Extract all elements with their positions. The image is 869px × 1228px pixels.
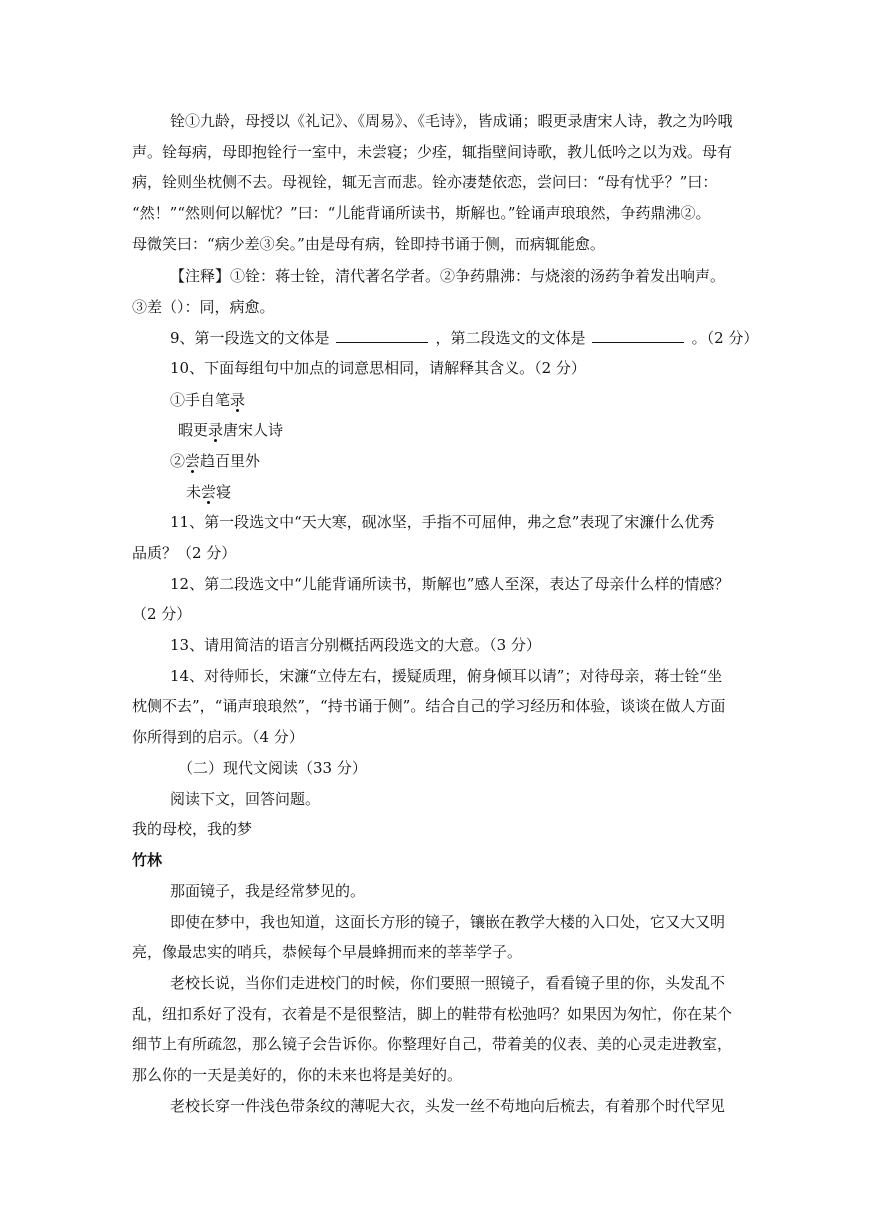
reading-instruction: 阅读下文，回答问题。 (170, 790, 321, 808)
notes-line-2: ③差（）：同，病愈。 (132, 298, 275, 316)
q9-part-b: ，第二段选文的文体是 (435, 329, 586, 347)
q9-part-c: 。（2 分） (691, 329, 759, 347)
q10-item-2a-post: 趋百里外 (200, 452, 261, 470)
article-title: 我的母校，我的梦 (132, 820, 253, 838)
question-14-line-1: 14、对待师长，宋濂“立侍左右，援疑质理，俯身倾耳以请”；对待母亲，蒋士铨“坐 (170, 667, 723, 685)
article-author: 竹林 (132, 851, 163, 869)
classical-line-2: 声。铨每病，母即抱铨行一室中，未尝寝；少痊，辄指壁间诗歌，教儿低吟之以为戏。母有 (132, 143, 733, 161)
q10-item-2b (186, 477, 231, 508)
q10-item-1b-pre: 暇更 (178, 421, 209, 439)
classical-line-5: 母微笑曰：“病少差③矣。”由是母有病，铨即持书诵于侧，而病辄能愈。 (132, 235, 605, 253)
q10-item-2a-pre: ② (170, 452, 186, 470)
classical-line-1: 铨①九龄，母授以《礼记》、《周易》、《毛诗》，皆成诵；暇更录唐宋人诗，教之为吟哦 (170, 112, 733, 130)
q9-blank-1[interactable] (336, 328, 428, 343)
question-11-line-1: 11、第一段选文中“天大寒，砚冰坚，手指不可屈伸，弗之怠”表现了宋濂什么优秀 (170, 513, 715, 531)
q10-item-2a (170, 446, 260, 477)
question-14-line-3: 你所得到的启示。（4 分） (132, 728, 304, 746)
article-line-7: 那么你的一天是美好的，你的未来也将是美好的。 (132, 1066, 463, 1084)
q9-part-a: 9、第一段选文的文体是 (170, 329, 330, 347)
notes-line-1: 【注释】①铨：蒋士铨，清代著名学者。②争药鼎沸：与烧滚的汤药争着发出响声。 (170, 267, 726, 285)
question-11-line-2: 品质？（2 分） (132, 544, 237, 562)
article-line-1: 那面镜子，我是经常梦见的。 (170, 882, 366, 900)
q10-item-1b-post: 唐宋人诗 (223, 421, 284, 439)
q10-item-1b (178, 415, 283, 446)
classical-line-3: 病，铨则坐枕侧不去。母视铨，辄无言而悲。铨亦凄楚依恋，尝问曰：“母有忧乎？”曰： (132, 173, 718, 191)
dotted-word: 录 (230, 391, 246, 409)
question-12-line-2: （2 分） (132, 605, 192, 623)
question-12-line-1: 12、第二段选文中“儿能背诵所读书，斯解也”感人至深，表达了母亲什么样的情感？ (170, 575, 730, 593)
question-14-line-2: 枕侧不去”，“诵声琅琅然”，“持书诵于侧”。结合自己的学习经历和体验，谈谈在做人方面 (132, 697, 726, 715)
dotted-word: 尝 (201, 483, 217, 501)
q10-item-2b-post: 寝 (216, 483, 232, 501)
q10-item-1a (170, 385, 245, 416)
q9-blank-2[interactable] (592, 328, 684, 343)
dotted-word: 录 (208, 421, 224, 439)
article-line-6: 细节上有所疏忽，那么镜子会告诉你。你整理好自己，带着美的仪表、美的心灵走进教室， (132, 1035, 733, 1053)
question-13: 13、请用简洁的语言分别概括两段选文的大意。（3 分） (170, 636, 541, 654)
q10-item-2b-pre: 未 (186, 483, 202, 501)
article-line-2: 即使在梦中，我也知道，这面长方形的镜子，镶嵌在教学大楼的入口处，它又大又明 (170, 913, 726, 931)
article-line-4: 老校长说，当你们走进校门的时候，你们要照一照镜子，看看镜子里的你，头发乱不 (170, 974, 726, 992)
article-line-5: 乱，纽扣系好了没有，衣着是不是很整洁，脚上的鞋带有松弛吗？如果因为匆忙，你在某个 (132, 1005, 733, 1023)
dotted-word: 尝 (185, 452, 201, 470)
question-9 (170, 323, 758, 354)
article-line-8: 老校长穿一件浅色带条纹的薄呢大衣，头发一丝不苟地向后梳去，有着那个时代罕见 (170, 1097, 726, 1115)
classical-line-4: “然！”“然则何以解忧？”曰：“儿能背诵所读书，斯解也。”铨诵声琅琅然，争药鼎沸②。 (132, 204, 711, 222)
question-10: 10、下面每组句中加点的词意思相同，请解释其含义。（2 分） (170, 359, 586, 377)
section-heading: （二）现代文阅读（33 分） (178, 759, 367, 777)
article-line-3: 亮，像最忠实的哨兵，恭候每个早晨蜂拥而来的莘莘学子。 (132, 943, 523, 961)
q10-item-1a-text: ①手自笔 (170, 391, 231, 409)
